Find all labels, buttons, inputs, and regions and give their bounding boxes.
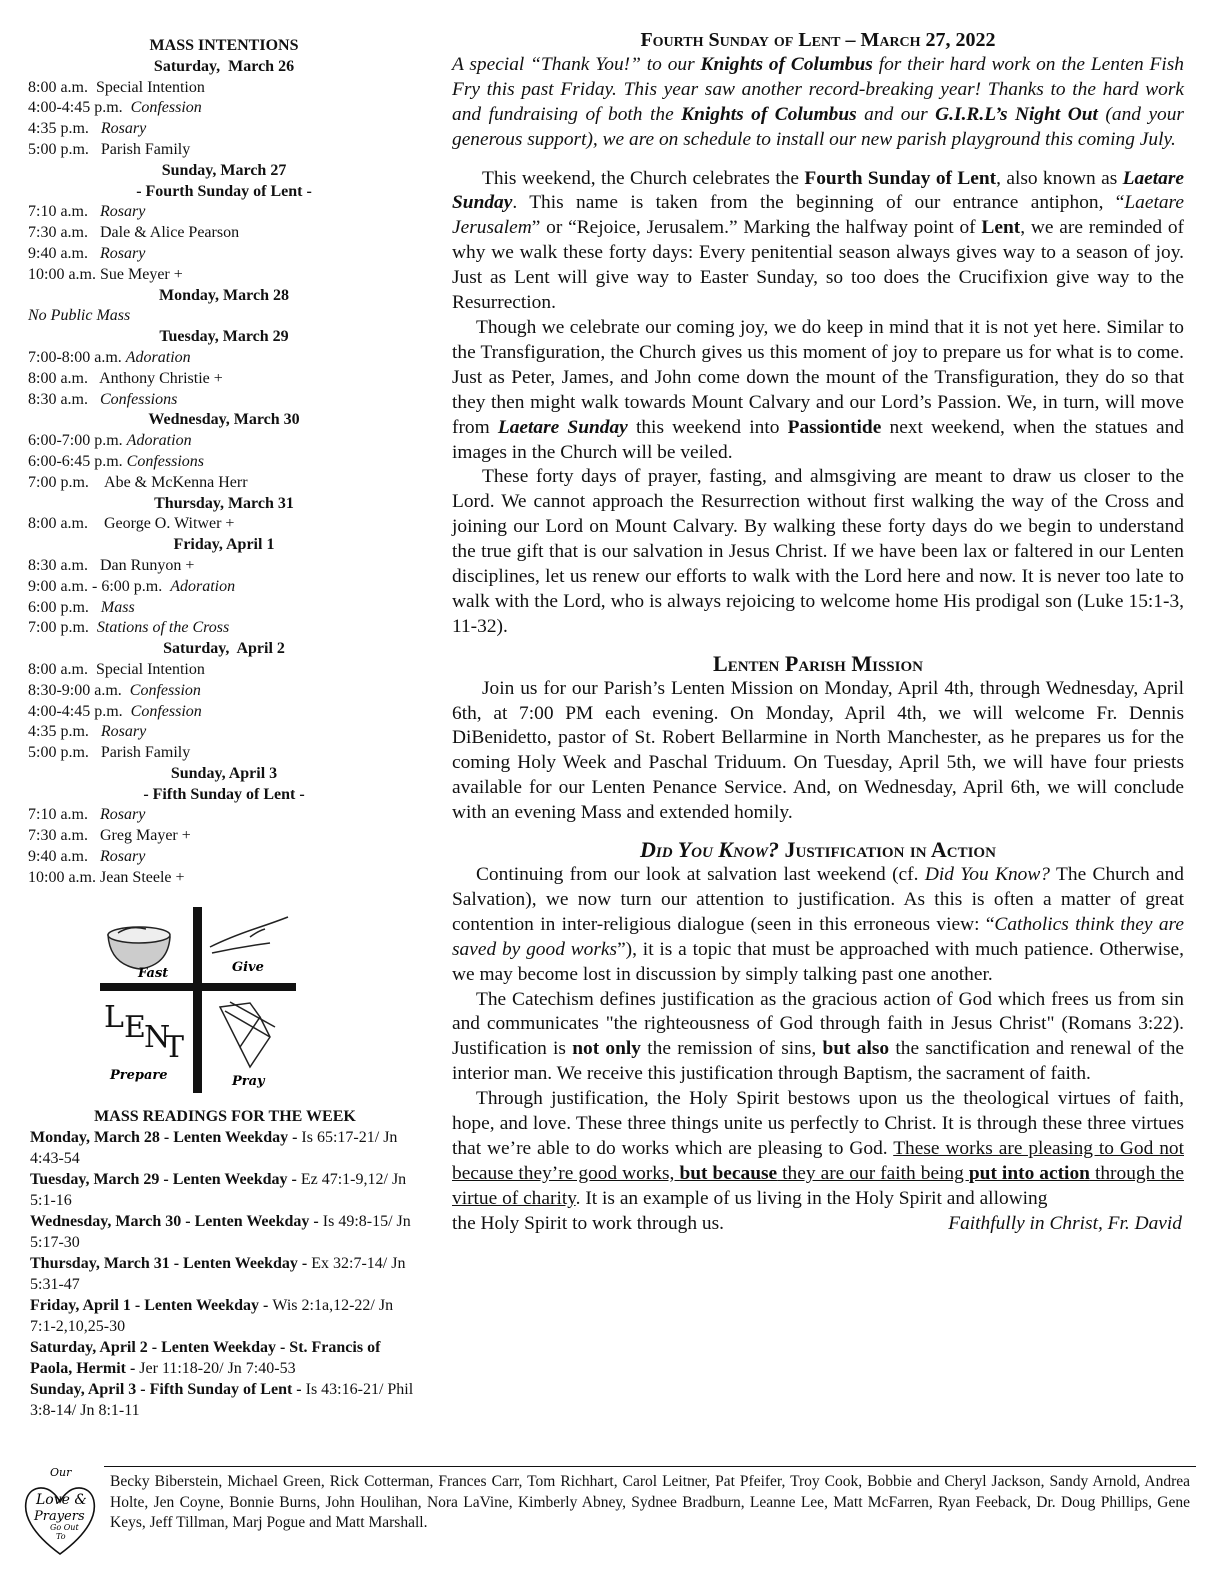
schedule-row — [28, 577, 420, 598]
schedule-time: 7:00 p.m. — [28, 619, 97, 637]
schedule-time: 8:30 a.m. — [28, 556, 100, 574]
reading-item — [30, 1211, 420, 1253]
schedule-time: 10:00 a.m. — [28, 868, 100, 886]
schedule-time: 7:00 p.m. — [28, 473, 105, 491]
reading-day: Tuesday, March 29 - Lenten Weekday - — [30, 1171, 301, 1188]
schedule-time: 7:30 a.m. — [28, 827, 100, 845]
schedule-row — [28, 369, 420, 390]
schedule-time: 7:30 a.m. — [28, 224, 100, 242]
logo-our: Our — [50, 1466, 72, 1479]
schedule-row — [28, 265, 420, 286]
schedule-time: 5:00 p.m. — [28, 744, 101, 762]
reading-item — [30, 1295, 420, 1337]
reading-item — [30, 1253, 420, 1295]
schedule-intention: Rosary — [100, 203, 146, 221]
mission-paragraph: Join us for our Parish’s Lenten Mission on Monday, April 4th, through Wednesday, April 6th, at 7:00 PM each evening. On Monday, April 4th, we will welcome Fr. Dennis DiBenidetto, pastor of St. Robert Bellarmine in North Manchester, as he prepares us for the coming Holy Week and Paschal Triduum. On Tuesday, April 5th, we will have four priests available for our Lenten Penance Service. And, on Wednesday, April 6th, we will conclude with an evening Mass and extended homily. — [452, 677, 1184, 824]
reading-refs: Is 43:16-21/ Phil 3:8-14/ Jn 8:1-11 — [30, 1381, 414, 1419]
schedule-time: 6:00-6:45 p.m. — [28, 452, 127, 470]
schedule-intention: Anthony Christie + — [99, 369, 223, 387]
lent-cross-graphic — [100, 907, 296, 1093]
schedule-intention: Adoration — [126, 432, 192, 450]
reading-refs: Wis 2:1a,12-22/ Jn 7:1-2,10,25-30 — [30, 1297, 394, 1335]
logo-prayers: Prayers — [34, 1509, 85, 1524]
schedule-intention: Mass — [100, 598, 135, 616]
schedule-row — [28, 202, 420, 223]
schedule-time: 9:40 a.m. — [28, 848, 100, 866]
schedule-intention: Special Intention — [96, 78, 205, 96]
reading-day: Saturday, April 2 - Lenten Weekday - St. Francis of Paola, Hermit - — [30, 1339, 381, 1377]
schedule-intention: Greg Mayer + — [100, 827, 191, 845]
logo-go-out: Go Out — [50, 1523, 79, 1532]
schedule-intention: Jean Steele + — [100, 868, 185, 886]
schedule-intention: Adoration — [125, 348, 191, 366]
schedule-day: Sunday, March 27 — [161, 161, 287, 179]
schedule-row — [28, 119, 420, 140]
svg-text:E: E — [124, 1010, 146, 1045]
mission-title: Lenten Parish Mission — [713, 650, 923, 676]
reading-day: Sunday, April 3 - Fifth Sunday of Lent - — [30, 1381, 306, 1398]
prepare-label: Prepare — [110, 1068, 168, 1083]
schedule-time: 8:00 a.m. — [28, 369, 100, 387]
schedule-time: 4:35 p.m. — [28, 723, 101, 741]
schedule-intention: Special Intention — [96, 660, 205, 678]
schedule-row — [28, 78, 420, 99]
schedule-row — [28, 514, 420, 535]
reading-refs: Ex 32:7-14/ Jn 5:31-47 — [30, 1255, 406, 1293]
schedule-list — [28, 57, 420, 889]
schedule-time: 8:30 a.m. — [28, 390, 100, 408]
give-label: Give — [232, 960, 264, 975]
schedule-intention: Confession — [130, 702, 202, 720]
lent-letters — [104, 1000, 184, 1065]
schedule-day: Thursday, March 31 — [154, 494, 294, 512]
reading-refs: Jer 11:18-20/ Jn 7:40-53 — [139, 1360, 296, 1377]
schedule-intention: Confession — [129, 681, 201, 699]
reading-day: Monday, March 28 - Lenten Weekday - — [30, 1129, 302, 1146]
svg-text:N: N — [144, 1020, 171, 1055]
schedule-time: 10:00 a.m. — [28, 265, 100, 283]
schedule-row — [28, 390, 420, 411]
readings-list — [30, 1127, 420, 1421]
thank-you-note: A special “Thank You!” to our Knights of Columbus for their hard work on the Lenten Fish Fry this past Friday. This year saw another record-breaking year! Thanks to the hard work and fundraising of both the Knights of Columbus and our G.I.R.L’s Night Out (and your generous support), we are on schedule to install our new parish playground this coming July. — [452, 53, 1184, 150]
schedule-intention: Rosary — [100, 848, 146, 866]
schedule-row — [28, 140, 420, 161]
schedule-time: 5:00 p.m. — [28, 140, 101, 158]
logo-love: Love & — [36, 1492, 87, 1508]
transfiguration-paragraph: Though we celebrate our coming joy, we do keep in mind that it is not yet here. Similar to the Transfiguration, the Church gives us this moment of joy to prepare us for what is to come. Just as Peter, James, and John come down the mount of the Transfiguration, they do so that they then might walk towards Mount Calvary and our Lord’s Passion. We, in turn, will move from Laetare Sunday this weekend into Passiontide next weekend, when the statues and images in the Church will be veiled. — [452, 316, 1184, 463]
justification-paragraph-2: The Catechism defines justification as the gracious action of God which frees us from sin and communicates "the righteousness of God through faith in Jesus Christ" (Romans 3:22). Justification is not only the remission of sins, but also the sanctification and renewal of the interior man. We receive this justification through Baptism, the sacrament of faith. — [452, 988, 1184, 1085]
bowl-icon — [108, 927, 170, 969]
schedule-intention: Abe & McKenna Herr — [104, 473, 248, 491]
closing-text: the Holy Spirit to work through us. — [452, 1212, 724, 1234]
schedule-time: 9:40 a.m. — [28, 244, 100, 262]
schedule-day: Wednesday, March 30 — [148, 411, 300, 429]
schedule-day: Sunday, April 3 — [170, 764, 278, 782]
schedule-intention: Confessions — [126, 452, 205, 470]
schedule-row — [28, 244, 420, 265]
giving-hands-icon — [210, 917, 288, 953]
justification-paragraph-3: Through justification, the Holy Spirit bestows upon us the theological virtues of faith, hope, and love. These three things unite us perfectly to Christ. It is through these three virtues that we’re able to do works which are pleasing to God. These works are pleasing to God not because they’re good works, but because they are our faith being put into action through the virtue of charity. It is an example of us living in the Holy Spirit and allowing — [452, 1088, 1185, 1209]
schedule-intention: Rosary — [100, 244, 146, 262]
schedule-time: 4:35 p.m. — [28, 120, 101, 138]
schedule-intention: Stations of the Cross — [96, 619, 230, 637]
cross-horizontal — [100, 983, 296, 991]
schedule-day: Monday, March 28 — [159, 286, 289, 304]
schedule-time: 8:00 a.m. — [28, 660, 96, 678]
schedule-intention: George O. Witwer + — [104, 515, 235, 533]
schedule-row — [28, 660, 420, 681]
schedule-row — [28, 702, 420, 723]
schedule-time: 6:00 p.m. — [28, 598, 101, 616]
reading-refs: Is 49:8-15/ Jn 5:17-30 — [30, 1213, 411, 1251]
prayer-heart-logo — [20, 1462, 100, 1562]
reading-day: Thursday, March 31 - Lenten Weekday - — [30, 1255, 312, 1272]
schedule-intention: Confession — [130, 99, 202, 117]
schedule-row — [28, 681, 420, 702]
schedule-note: No Public Mass — [28, 307, 131, 325]
svg-text:L: L — [104, 1000, 124, 1035]
schedule-time: 4:00-4:45 p.m. — [28, 99, 131, 117]
schedule-day: - Fifth Sunday of Lent - — [143, 785, 305, 803]
schedule-intention: Adoration — [170, 577, 236, 595]
forty-days-paragraph: These forty days of prayer, fasting, and almsgiving are meant to draw us closer to the Lord. We cannot approach the Resurrection without first walking the way of the Cross and joining our Lord on Mount Calvary. By walking these forty days do we begin to understand the true gift that is our salvation in Jesus Christ. If we have been lax or faltered in our Lenten disciplines, let us renew our efforts to walk with the Lord here and now. It is never too late to walk with the Lord, who is always rejoicing to welcome home His prodigal son (Luke 15:1-3, 11-32). — [452, 466, 1184, 637]
schedule-intention: Parish Family — [100, 140, 191, 158]
schedule-intention: Sue Meyer + — [100, 265, 183, 283]
laetare-paragraph: This weekend, the Church celebrates the Fourth Sunday of Lent, also known as Laetare Sunday. This name is taken from the beginning of our entrance antiphon, “Laetare Jerusalem” or “Rejoice, Jerusalem.” Marking the halfway point of Lent, we are reminded of why we walk these forty days: Every penitential season always gives way to a season of joy. Just as Lent will give way to Easter Sunday, so too does the Crucifixion give way to the Resurrection. — [452, 167, 1184, 314]
schedule-day: Saturday, March 26 — [153, 57, 295, 75]
schedule-intention: Dan Runyon + — [100, 556, 195, 574]
mass-intentions — [28, 36, 420, 889]
schedule-row — [28, 223, 420, 244]
schedule-intention: Rosary — [100, 723, 147, 741]
reading-refs: Ez 47:1-9,12/ Jn 5:1-16 — [30, 1171, 407, 1209]
pray-label: Pray — [232, 1074, 265, 1089]
praying-hands-icon — [220, 1002, 275, 1067]
schedule-day: Tuesday, March 29 — [159, 328, 289, 346]
schedule-row — [28, 618, 420, 639]
signature: Faithfully in Christ, Fr. David — [948, 1212, 1182, 1234]
schedule-row — [28, 598, 420, 619]
did-you-know-title: Did You Know? Justification in Action — [640, 837, 996, 863]
schedule-day: - Fourth Sunday of Lent - — [136, 182, 312, 200]
prayer-list: Becky Biberstein, Michael Green, Rick Cotterman, Frances Carr, Tom Richhart, Carol Leitner, Pat Pfeifer, Troy Cook, Bobbie and Cheryl Jackson, Sandy Arnold, Andrea Holte, Jen Coyne, Bonnie Burns, John Houlihan, Nora LaVine, Kimberly Abney, Sydnee Bradburn, Leanne Lee, Matt McFarren, Ryan Feeback, Dr. Doug Phillips, Gene Keys, Jeff Tillman, Marj Pogue and Matt Marshall. — [110, 1473, 1190, 1532]
mass-intentions-heading: MASS INTENTIONS — [149, 37, 299, 54]
reading-day: Wednesday, March 30 - Lenten Weekday - — [30, 1213, 323, 1230]
schedule-row — [28, 556, 420, 577]
schedule-time: 7:10 a.m. — [28, 203, 100, 221]
svg-text:T: T — [164, 1030, 185, 1065]
schedule-row — [28, 473, 420, 494]
schedule-day: Friday, April 1 — [173, 536, 275, 554]
schedule-row — [28, 452, 420, 473]
schedule-time: 7:10 a.m. — [28, 806, 100, 824]
reading-item — [30, 1337, 420, 1379]
fast-label: Fast — [138, 966, 169, 981]
readings-heading: MASS READINGS FOR THE WEEK — [94, 1108, 356, 1125]
schedule-time: 6:00-7:00 p.m. — [28, 432, 127, 450]
schedule-time: 9:00 a.m. - 6:00 p.m. — [28, 577, 171, 595]
cross-vertical — [193, 907, 202, 1093]
reading-item — [30, 1169, 420, 1211]
schedule-row — [28, 98, 420, 119]
schedule-time: 8:00 a.m. — [28, 515, 104, 533]
schedule-time: 8:30-9:00 a.m. — [28, 681, 130, 699]
logo-to: To — [56, 1532, 66, 1541]
schedule-row — [28, 847, 420, 868]
page-title: Fourth Sunday of Lent – March 27, 2022 — [640, 29, 996, 51]
reading-day: Friday, April 1 - Lenten Weekday - — [30, 1297, 273, 1314]
schedule-row — [28, 826, 420, 847]
footer-divider — [104, 1466, 1196, 1467]
reading-item — [30, 1127, 420, 1169]
mass-readings — [30, 1106, 420, 1421]
schedule-intention: Parish Family — [100, 744, 191, 762]
schedule-intention: Rosary — [100, 120, 147, 138]
schedule-row — [28, 431, 420, 452]
reading-refs: Is 65:17-21/ Jn 4:43-54 — [30, 1129, 398, 1167]
closing-line — [452, 1212, 1184, 1237]
schedule-time: 7:00-8:00 a.m. — [28, 348, 126, 366]
schedule-time: 4:00-4:45 p.m. — [28, 702, 131, 720]
schedule-row — [28, 722, 420, 743]
schedule-day: Saturday, April 2 — [163, 640, 285, 658]
justification-paragraph-1: Continuing from our look at salvation last weekend (cf. Did You Know? The Church and Salvation), we now turn our attention to justification. As this is often a matter of great contention in inter-religious dialogue (seen in this erroneous view: “Catholics think they are saved by good works”), it is a topic that must be approached with much patience. Otherwise, we may become lost in discussion by simply talking past one another. — [452, 864, 1185, 985]
schedule-intention: Rosary — [100, 806, 146, 824]
main-column — [452, 28, 1184, 1237]
schedule-row — [28, 348, 420, 369]
schedule-row — [28, 868, 420, 889]
schedule-row — [28, 743, 420, 764]
schedule-row — [28, 805, 420, 826]
reading-item — [30, 1379, 420, 1421]
schedule-intention: Confessions — [100, 390, 178, 408]
schedule-intention: Dale & Alice Pearson — [100, 224, 240, 242]
schedule-time: 8:00 a.m. — [28, 78, 96, 96]
